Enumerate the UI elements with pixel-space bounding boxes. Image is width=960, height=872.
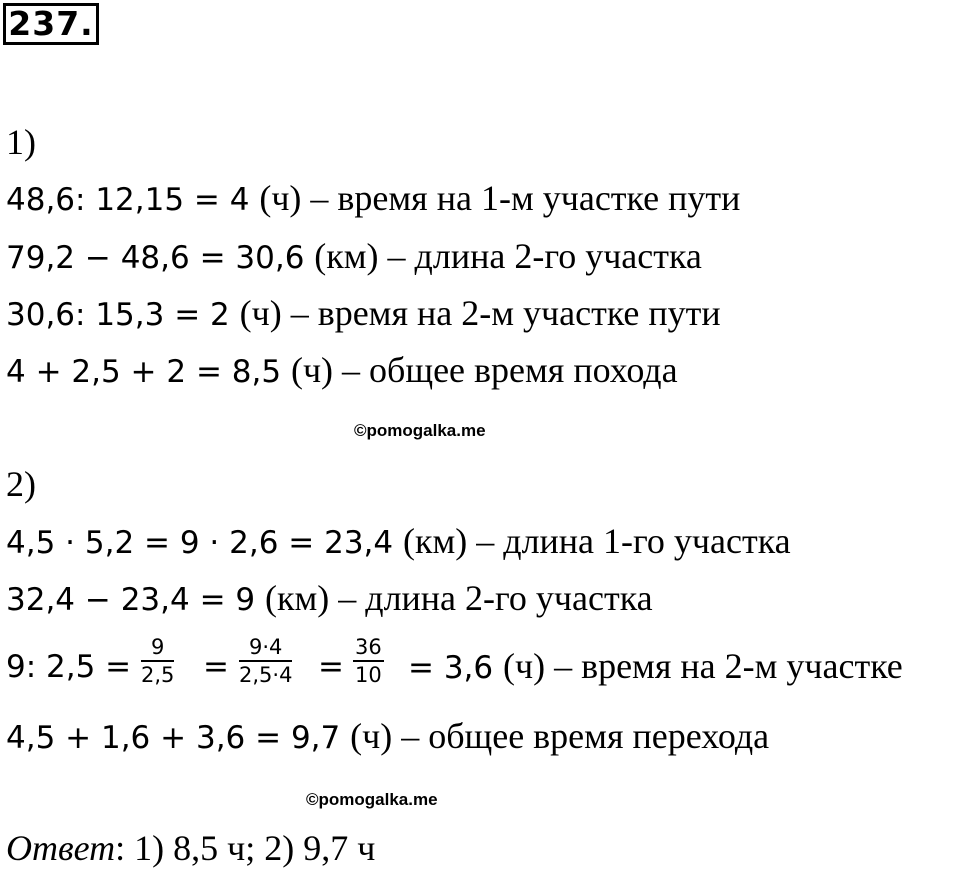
- part1-line-4: [6, 350, 678, 392]
- watermark-top: ©pomogalka.me: [354, 421, 486, 440]
- answer-label: Ответ: [6, 828, 116, 868]
- part2-line-4-text: (ч) – общее время перехода: [350, 716, 770, 756]
- part2-line-1-math: 4,5 · 5,2 = 9 · 2,6 = 23,4: [6, 525, 403, 561]
- part2-line-3-eq-1: =: [203, 649, 229, 685]
- part1-line-1-math: 48,6: 12,15 = 4: [6, 182, 260, 218]
- part1-line-3-math: 30,6: 15,3 = 2: [6, 297, 240, 333]
- part1-line-2-math: 79,2 − 48,6 = 30,6: [6, 240, 315, 276]
- part1-line-4-math: 4 + 2,5 + 2 = 8,5: [6, 354, 291, 390]
- part2-line-4: [6, 716, 769, 758]
- part2-line-3-eq-2: =: [318, 649, 344, 685]
- answer-line: [6, 828, 375, 868]
- part2-line-2-math: 32,4 − 23,4 = 9: [6, 582, 265, 618]
- problem-number: 237.: [3, 3, 99, 45]
- part2-line-1: [6, 521, 791, 563]
- part1-line-1-text: (ч) – время на 1-м участке пути: [259, 178, 741, 218]
- answer-text: : 1) 8,5 ч; 2) 9,7 ч: [115, 828, 376, 868]
- fraction-3: [353, 634, 384, 688]
- fraction-1: [141, 634, 174, 688]
- fraction-2-denominator: 2,5·4: [239, 663, 293, 687]
- part2-label: 2): [6, 464, 36, 504]
- watermark-bottom: ©pomogalka.me: [306, 790, 438, 809]
- part2-line-3-tail: [408, 645, 903, 687]
- part2-line-3-tail-math: = 3,6: [408, 650, 503, 686]
- part1-line-3-text: (ч) – время на 2-м участке пути: [239, 293, 721, 333]
- part1-line-2: [6, 236, 702, 278]
- part2-line-3-lead: 9: 2,5 =: [6, 649, 132, 685]
- part1-label: 1): [6, 122, 36, 162]
- part1-line-1: [6, 178, 740, 220]
- part1-line-3: [6, 293, 721, 335]
- fraction-2-numerator: 9·4: [239, 634, 292, 662]
- fraction-1-numerator: 9: [141, 634, 174, 662]
- fraction-1-denominator: 2,5: [141, 663, 175, 687]
- part2-line-4-math: 4,5 + 1,6 + 3,6 = 9,7: [6, 720, 351, 756]
- part1-line-4-text: (ч) – общее время похода: [290, 350, 678, 390]
- part2-line-2: [6, 578, 653, 620]
- part2-line-3-text: (ч) – время на 2-м участке: [502, 646, 903, 686]
- part2-line-2-text: (км) – длина 2-го участка: [265, 578, 653, 618]
- part2-line-1-text: (км) – длина 1-го участка: [403, 521, 791, 561]
- fraction-3-denominator: 10: [355, 663, 382, 687]
- fraction-3-numerator: 36: [353, 634, 384, 662]
- part1-line-2-text: (км) – длина 2-го участка: [314, 236, 702, 276]
- fraction-2: [239, 634, 292, 688]
